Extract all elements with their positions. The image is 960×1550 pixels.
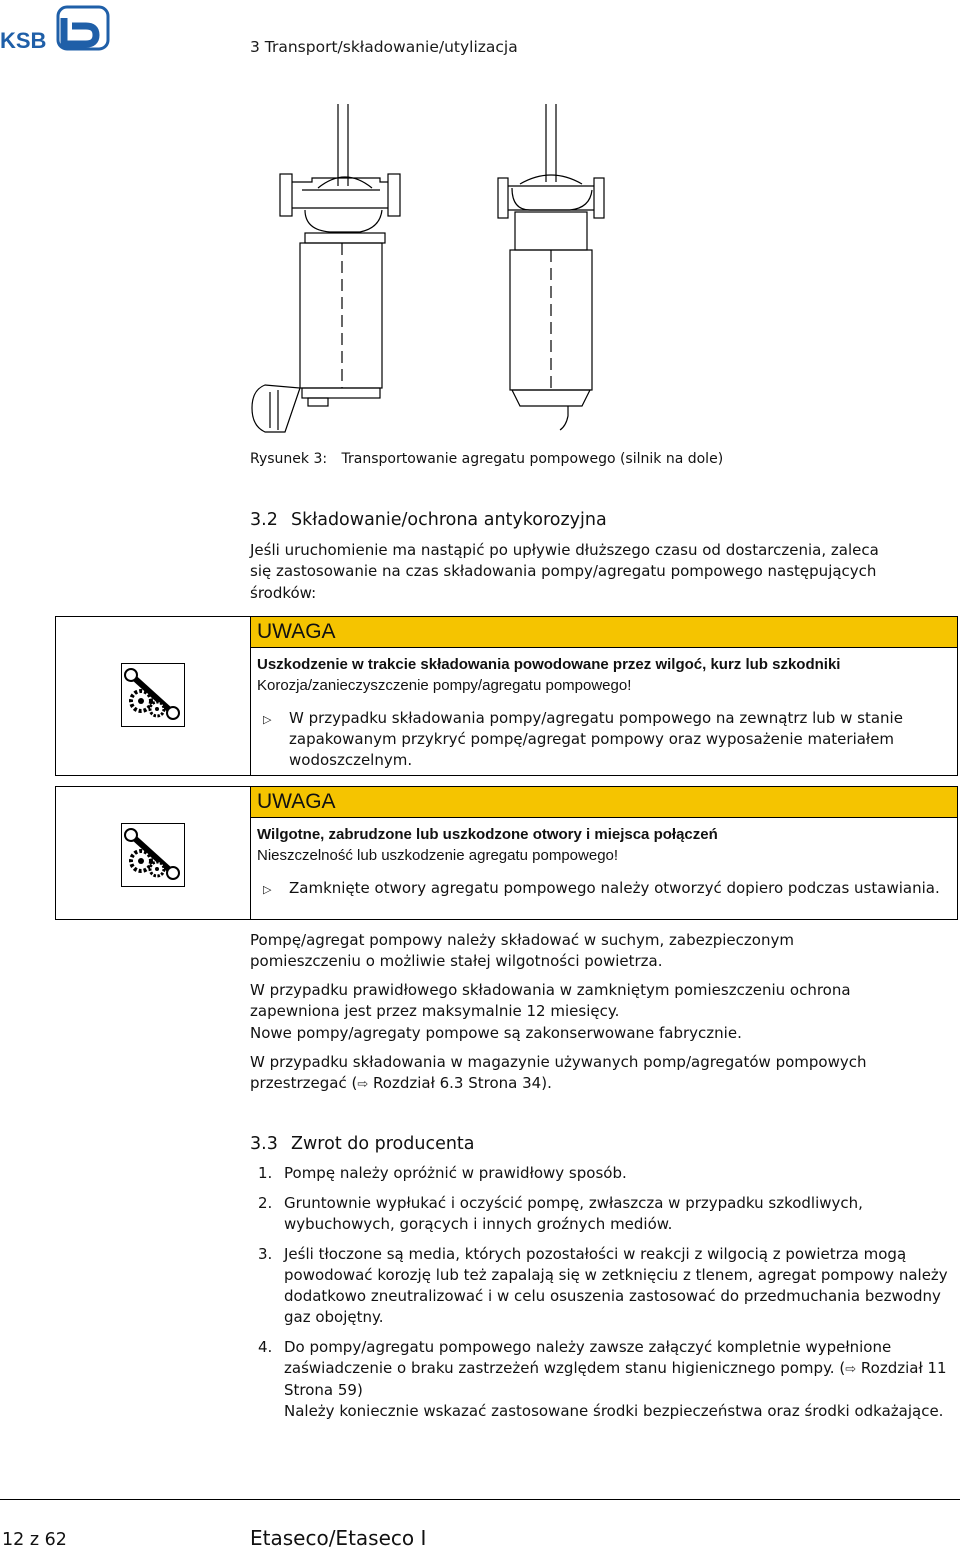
list-item-text: Do pompy/agregatu pompowego należy zawsze załączyć kompletnie wypełnione zaświadczenie o braku zastrzeżeń względem stanu higienicznego pompy. ( xyxy=(284,1338,892,1377)
list-item xyxy=(250,1337,950,1422)
section-3-3-heading xyxy=(250,1134,475,1154)
list-item-extra-text: Należy koniecznie wskazać zastosowane środki bezpieczeństwa oraz środki odkażające. xyxy=(284,1402,944,1420)
list-item xyxy=(250,1193,950,1235)
list-item-number: 1. xyxy=(258,1164,273,1182)
intro-line-2: się zastosowanie na czas składowania pompy/agregatu pompowego następujących xyxy=(250,562,877,581)
section-header: 3 Transport/składowanie/utylizacja xyxy=(250,38,518,56)
wrench-gears-icon xyxy=(121,823,185,887)
storage-p3-line2 xyxy=(250,1073,950,1095)
figure-caption-text: Transportowanie agregatu pompowego (silnik na dole) xyxy=(341,451,724,467)
footer-page-number: 12 z 62 xyxy=(2,1530,67,1550)
cross-reference-arrow-icon: ⇨ xyxy=(357,1077,369,1093)
storage-paragraph-3 xyxy=(250,1052,950,1096)
section-3-2-title: Składowanie/ochrona antykorozyjna xyxy=(291,510,607,530)
storage-paragraph-1 xyxy=(250,930,950,973)
pump-drawing-left xyxy=(252,104,400,432)
list-item-number: 4. xyxy=(258,1338,273,1356)
warning-consequence: Nieszczelność lub uszkodzenie agregatu pompowego! xyxy=(257,847,619,864)
section-3-3-title: Zwrot do producenta xyxy=(291,1134,475,1154)
logo-text: KSB xyxy=(0,28,47,52)
intro-line-3: środków: xyxy=(250,583,317,602)
pump-transport-figure xyxy=(230,90,650,445)
triangle-bullet-icon: ▷ xyxy=(263,883,272,896)
section-3-2-number: 3.2 xyxy=(250,510,278,530)
cross-reference-link[interactable]: Rozdział 6.3 Strona 34) xyxy=(373,1074,548,1093)
warning-icon-cell xyxy=(56,617,251,775)
warning-box-openings xyxy=(55,786,958,920)
triangle-bullet-icon: ▷ xyxy=(263,713,272,726)
warning-hazard: Wilgotne, zabrudzone lub uszkodzone otwory i miejsca połączeń xyxy=(257,826,718,843)
storage-p1-line2: pomieszczeniu o możliwie stałej wilgotności powietrza. xyxy=(250,952,663,971)
list-item-text: Pompę należy opróżnić w prawidłowy sposób. xyxy=(284,1164,627,1182)
storage-p3-suffix: . xyxy=(547,1074,552,1093)
cross-reference-arrow-icon: ⇨ xyxy=(845,1362,857,1377)
footer-divider xyxy=(0,1499,960,1500)
list-item xyxy=(250,1244,950,1328)
warning-box-storage xyxy=(55,616,958,776)
storage-p1-line1: Pompę/agregat pompowy należy składować w suchym, zabezpieczonym xyxy=(250,931,794,949)
storage-p3-line1: W przypadku składowania w magazynie używanych pomp/agregatów pompowych xyxy=(250,1053,867,1071)
warning-measure xyxy=(263,708,947,771)
return-steps-list xyxy=(250,1163,950,1431)
pump-drawing-right xyxy=(498,104,604,430)
storage-p2-line3: Nowe pompy/agregaty pompowe są zakonserwowane fabrycznie. xyxy=(250,1023,742,1042)
list-item-text: Gruntownie wypłukać i oczyścić pompę, zwłaszcza w przypadku szkodliwych, wybuchowych, gorących i innych groźnych mediów. xyxy=(284,1194,863,1233)
warning-consequence: Korozja/zanieczyszczenie pompy/agregatu pompowego! xyxy=(257,677,632,694)
list-item-text: Jeśli tłoczone są media, których pozostałości w reakcji z wilgocią z powietrza mogą powodować korozję lub też zapalają się w zetknięciu z tlenem, agregat pompowy należy dodatkowo zneutralizować i w celu osuszenia zastosować do przedmuchania bezwodny gaz obojętny. xyxy=(284,1245,948,1326)
figure-caption xyxy=(250,451,723,467)
cross-reference-link[interactable]: Rozdział 11 Strona 59) xyxy=(284,1359,947,1399)
warning-icon-cell xyxy=(56,787,251,919)
wrench-gears-icon xyxy=(121,663,185,727)
ksb-logo xyxy=(0,4,112,52)
section-3-2-heading xyxy=(250,510,607,530)
list-item xyxy=(250,1163,950,1184)
warning-hazard: Uszkodzenie w trakcie składowania powodowane przez wilgoć, kurz lub szkodniki xyxy=(257,656,841,673)
footer-product-title: Etaseco/Etaseco I xyxy=(250,1526,427,1550)
intro-line-1: Jeśli uruchomienie ma nastąpić po upływie dłuższego czasu od dostarczenia, zaleca xyxy=(250,541,879,559)
warning-title: UWAGA xyxy=(251,787,957,818)
warning-measure xyxy=(263,878,947,899)
storage-p2-line1: W przypadku prawidłowego składowania w zamkniętym pomieszczeniu ochrona xyxy=(250,981,851,999)
storage-p2-line2: zapewniona jest przez maksymalnie 12 miesięcy. xyxy=(250,1002,620,1021)
list-item-number: 2. xyxy=(258,1194,273,1212)
warning-measure-text: Zamknięte otwory agregatu pompowego należy otworzyć dopiero podczas ustawiania. xyxy=(289,879,940,897)
section-3-3-number: 3.3 xyxy=(250,1134,278,1154)
storage-p3-prefix: przestrzegać ( xyxy=(250,1074,358,1093)
warning-title: UWAGA xyxy=(251,617,957,648)
warning-measure-text: W przypadku składowania pompy/agregatu pompowego na zewnątrz lub w stanie zapakowanym przykryć pompę/agregat pompowy oraz wyposażenie materiałem wodoszczelnym. xyxy=(289,709,903,769)
section-3-2-intro xyxy=(250,540,950,604)
storage-paragraph-2 xyxy=(250,980,950,1044)
list-item-number: 3. xyxy=(258,1245,273,1263)
figure-label: Rysunek 3: xyxy=(250,451,328,467)
